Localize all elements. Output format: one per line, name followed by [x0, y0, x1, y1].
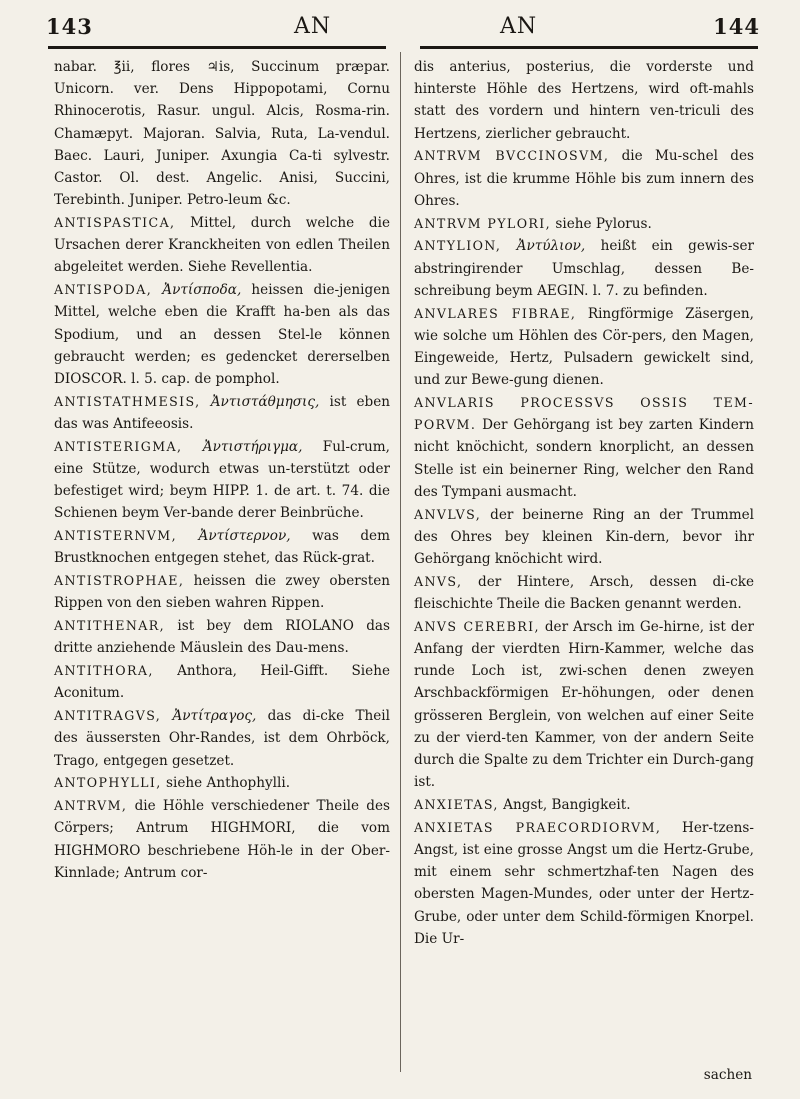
entry-definition: nabar. ℥ii, flores ♃is, Succinum præpar. Unicorn. ver. Dens Hippopotami, Cornu Rhinocerotis, Rasur. ungul. Alcis, Rosma-rin. Chamæpyt. Majoran. Salvia, Ruta, La-vendul. Baec. Lauri, Juniper. Axungia Ca-ti sylvestr. Castor. Ol. dest. Angelic. Anisi, Succini, Terebinth. Juniper. Petro-leum &c. [54, 59, 390, 209]
entry-definition: was dem Brustknochen entgegen stehet, das Rück-grat. [54, 528, 390, 567]
entry-definition: ist eben das was Antifeeosis. [54, 393, 391, 433]
dictionary-entry [54, 615, 390, 659]
entry-headword: ANTISPASTICA, [54, 215, 176, 231]
entry-definition: heissen die zwey obersten Rippen von den sieben wahren Rippen. [54, 573, 390, 612]
entry-headword: ANVLARES FIBRAE, [414, 305, 577, 321]
dictionary-entry [414, 213, 754, 235]
entry-definition: Der Gehörgang ist bey zarten Kindern nicht knöchicht, sondern knorplicht, an dessen Stelle ist ein beinerner Ring, welcher den Rand des Tympani ausmacht. [414, 417, 754, 500]
entry-greek-term: Ἀντίστερνον, [198, 528, 291, 545]
dictionary-entry [54, 705, 390, 772]
entry-definition: dis anterius, posterius, die vorderste und hinterste Höhle des Hertzens, wird oft-mahls statt des vordern und hintern ven-triculi des Hertzens, zierlicher gebraucht. [414, 59, 754, 142]
entry-headword: ANTRVM, [54, 798, 128, 814]
dictionary-entry [54, 436, 390, 525]
right-column [414, 56, 754, 951]
catchword: sachen [703, 1067, 752, 1083]
entry-greek-term: Ἀντύλιον, [516, 238, 586, 255]
dictionary-entry [414, 571, 754, 615]
entry-definition: Anthora, Heil-Gifft. Siehe Aconitum. [54, 663, 390, 702]
dictionary-entry [414, 56, 754, 145]
dictionary-entry [54, 212, 390, 279]
entry-headword: ANTISPODA, [54, 282, 153, 298]
dictionary-entry [54, 570, 390, 614]
entry-headword: ANVLVS, [414, 506, 482, 522]
entry-definition: der beinerne Ring an der Trummel des Ohres bey kleinen Kin-dern, bevor ihr Gehörgang knöchicht wird. [414, 506, 754, 568]
right-running-head: AN [500, 14, 538, 39]
entry-definition: siehe Anthophylli. [166, 775, 291, 792]
entry-definition: die Mu-schel des Ohres, ist die krumme Höhle bis zum innern des Ohres. [414, 148, 754, 209]
entry-headword: ANTISTATHMESIS, [54, 393, 201, 409]
entry-headword: ANTRVM PYLORI, [414, 215, 552, 231]
dictionary-entry [54, 525, 390, 569]
entry-headword: ANTRVM BVCCINOSVM, [414, 148, 610, 164]
entry-headword: ANTISTERNVM, [54, 528, 178, 544]
entry-definition: der Arsch im Ge-hirne, ist der Anfang der vierdten Hirn-Kammer, welche das runde Loch ist, zwi-schen denen zweyen Arschbackförmigen Er-höhungen, oder denen grösseren Berglein, von welchen auf einer Seite zu der vierd-ten Kammer, von der andern Seite durch die Spalte zu dem Trichter ein Durch-gang ist. [414, 618, 755, 791]
entry-headword: ANTITHORA, [54, 663, 154, 679]
entry-headword: ANXIETAS, [414, 797, 499, 813]
entry-definition: Angst, Bangigkeit. [503, 797, 631, 814]
entry-greek-term: Ἀντιστήριγμα, [202, 438, 303, 455]
dictionary-entry [414, 235, 754, 302]
header-rule-right [420, 46, 758, 49]
entry-definition: ist bey dem RIOLANO das dritte anziehende Mäuslein des Dau-mens. [54, 618, 390, 657]
entry-definition: heissen die-jenigen Mittel, welche eben die Krafft ha-ben als das Spodium, und an dessen Stel-le können gebraucht werden; es gedencket dererselben DIOSCOR. l. 5. cap. de pomphol. [54, 282, 391, 388]
header-rule-left [48, 46, 386, 49]
dictionary-entry [414, 145, 754, 212]
dictionary-entry [414, 817, 754, 950]
right-page-number: 144 [713, 14, 760, 39]
entry-headword: ANXIETAS PRAECORDIORVM, [414, 819, 662, 835]
entry-definition: Ringförmige Zäsergen, wie solche um Höhlen des Cör-pers, den Magen, Eingeweide, Hertz, Pulsadern gewickelt sind, und zur Bewe-gung dienen. [414, 305, 754, 389]
dictionary-entry [414, 616, 754, 794]
running-head [40, 6, 760, 48]
entry-definition: Ful-crum, eine Stütze, wodurch etwas un-terstützt oder befestiget wird; beym HIPP. 1. de art. t. 74. die Schienen beym Ver-bande derer Beinbrüche. [54, 438, 390, 522]
entry-definition: siehe Pylorus. [555, 215, 652, 232]
entry-headword: ANTYLION, [414, 238, 502, 254]
left-running-head: AN [294, 14, 332, 39]
entry-greek-term: Ἀντίτραγος, [172, 708, 257, 725]
dictionary-entry [54, 660, 390, 704]
entry-headword: ANTISTROPHAE, [54, 573, 185, 589]
entry-definition: Her-tzens-Angst, ist eine grosse Angst um die Hertz-Grube, mit einem sehr schmertzhaf-ten Nagen des obersten Magen-Mundes, oder unter der Hertz-Grube, oder unter dem Schild-förmigen Knorpel. Die Ur- [414, 819, 755, 947]
entry-headword: ANTITHENAR, [54, 618, 166, 634]
entry-greek-term: Ἀντιστάθμησις, [210, 393, 320, 410]
entry-definition: der Hintere, Arsch, dessen di-cke fleischichte Theile die Backen genannt werden. [414, 573, 754, 613]
entry-definition: das di-cke Theil des äussersten Ohr-Randes, ist dem Ohrböck, Trago, entgegen gesetzet. [54, 708, 391, 769]
entry-definition: Mittel, durch welche die Ursachen derer Kranckheiten von edlen Theilen abgeleitet werden. Siehe Revellentia. [54, 215, 391, 276]
entry-headword: ANVS CEREBRI, [414, 618, 540, 634]
entry-definition: heißt ein gewis-ser abstringirender Umschlag, dessen Be-schreibung beym AEGIN. l. 7. zu befinden. [414, 238, 754, 299]
entry-headword: ANVS, [414, 573, 463, 589]
dictionary-entry [54, 56, 390, 211]
entry-headword: ANTOPHYLLI, [54, 775, 162, 791]
entry-definition: die Höhle verschiedener Theile des Cörpers; Antrum HIGHMORI, die vom HIGHMORO beschriebene Höh-le in der Ober-Kinnlade; Antrum cor- [54, 798, 390, 881]
column-divider [400, 52, 401, 1072]
dictionary-entry [414, 794, 754, 816]
left-page-number: 143 [46, 14, 93, 39]
left-column [54, 56, 390, 885]
entry-headword: ANTITRAGVS, [54, 708, 162, 724]
dictionary-entry [54, 391, 390, 435]
dictionary-entry [414, 504, 754, 571]
dictionary-entry [414, 303, 754, 392]
entry-headword: ANVLARIS PROCESSVS OSSIS TEM-PORVM. [414, 395, 754, 433]
entry-greek-term: Ἀντίσποδα, [162, 282, 242, 299]
entry-headword: ANTISTERIGMA, [54, 438, 183, 454]
dictionary-entry [54, 795, 390, 884]
dictionary-entry [54, 279, 390, 390]
dictionary-entry [54, 772, 390, 794]
dictionary-entry [414, 392, 754, 503]
